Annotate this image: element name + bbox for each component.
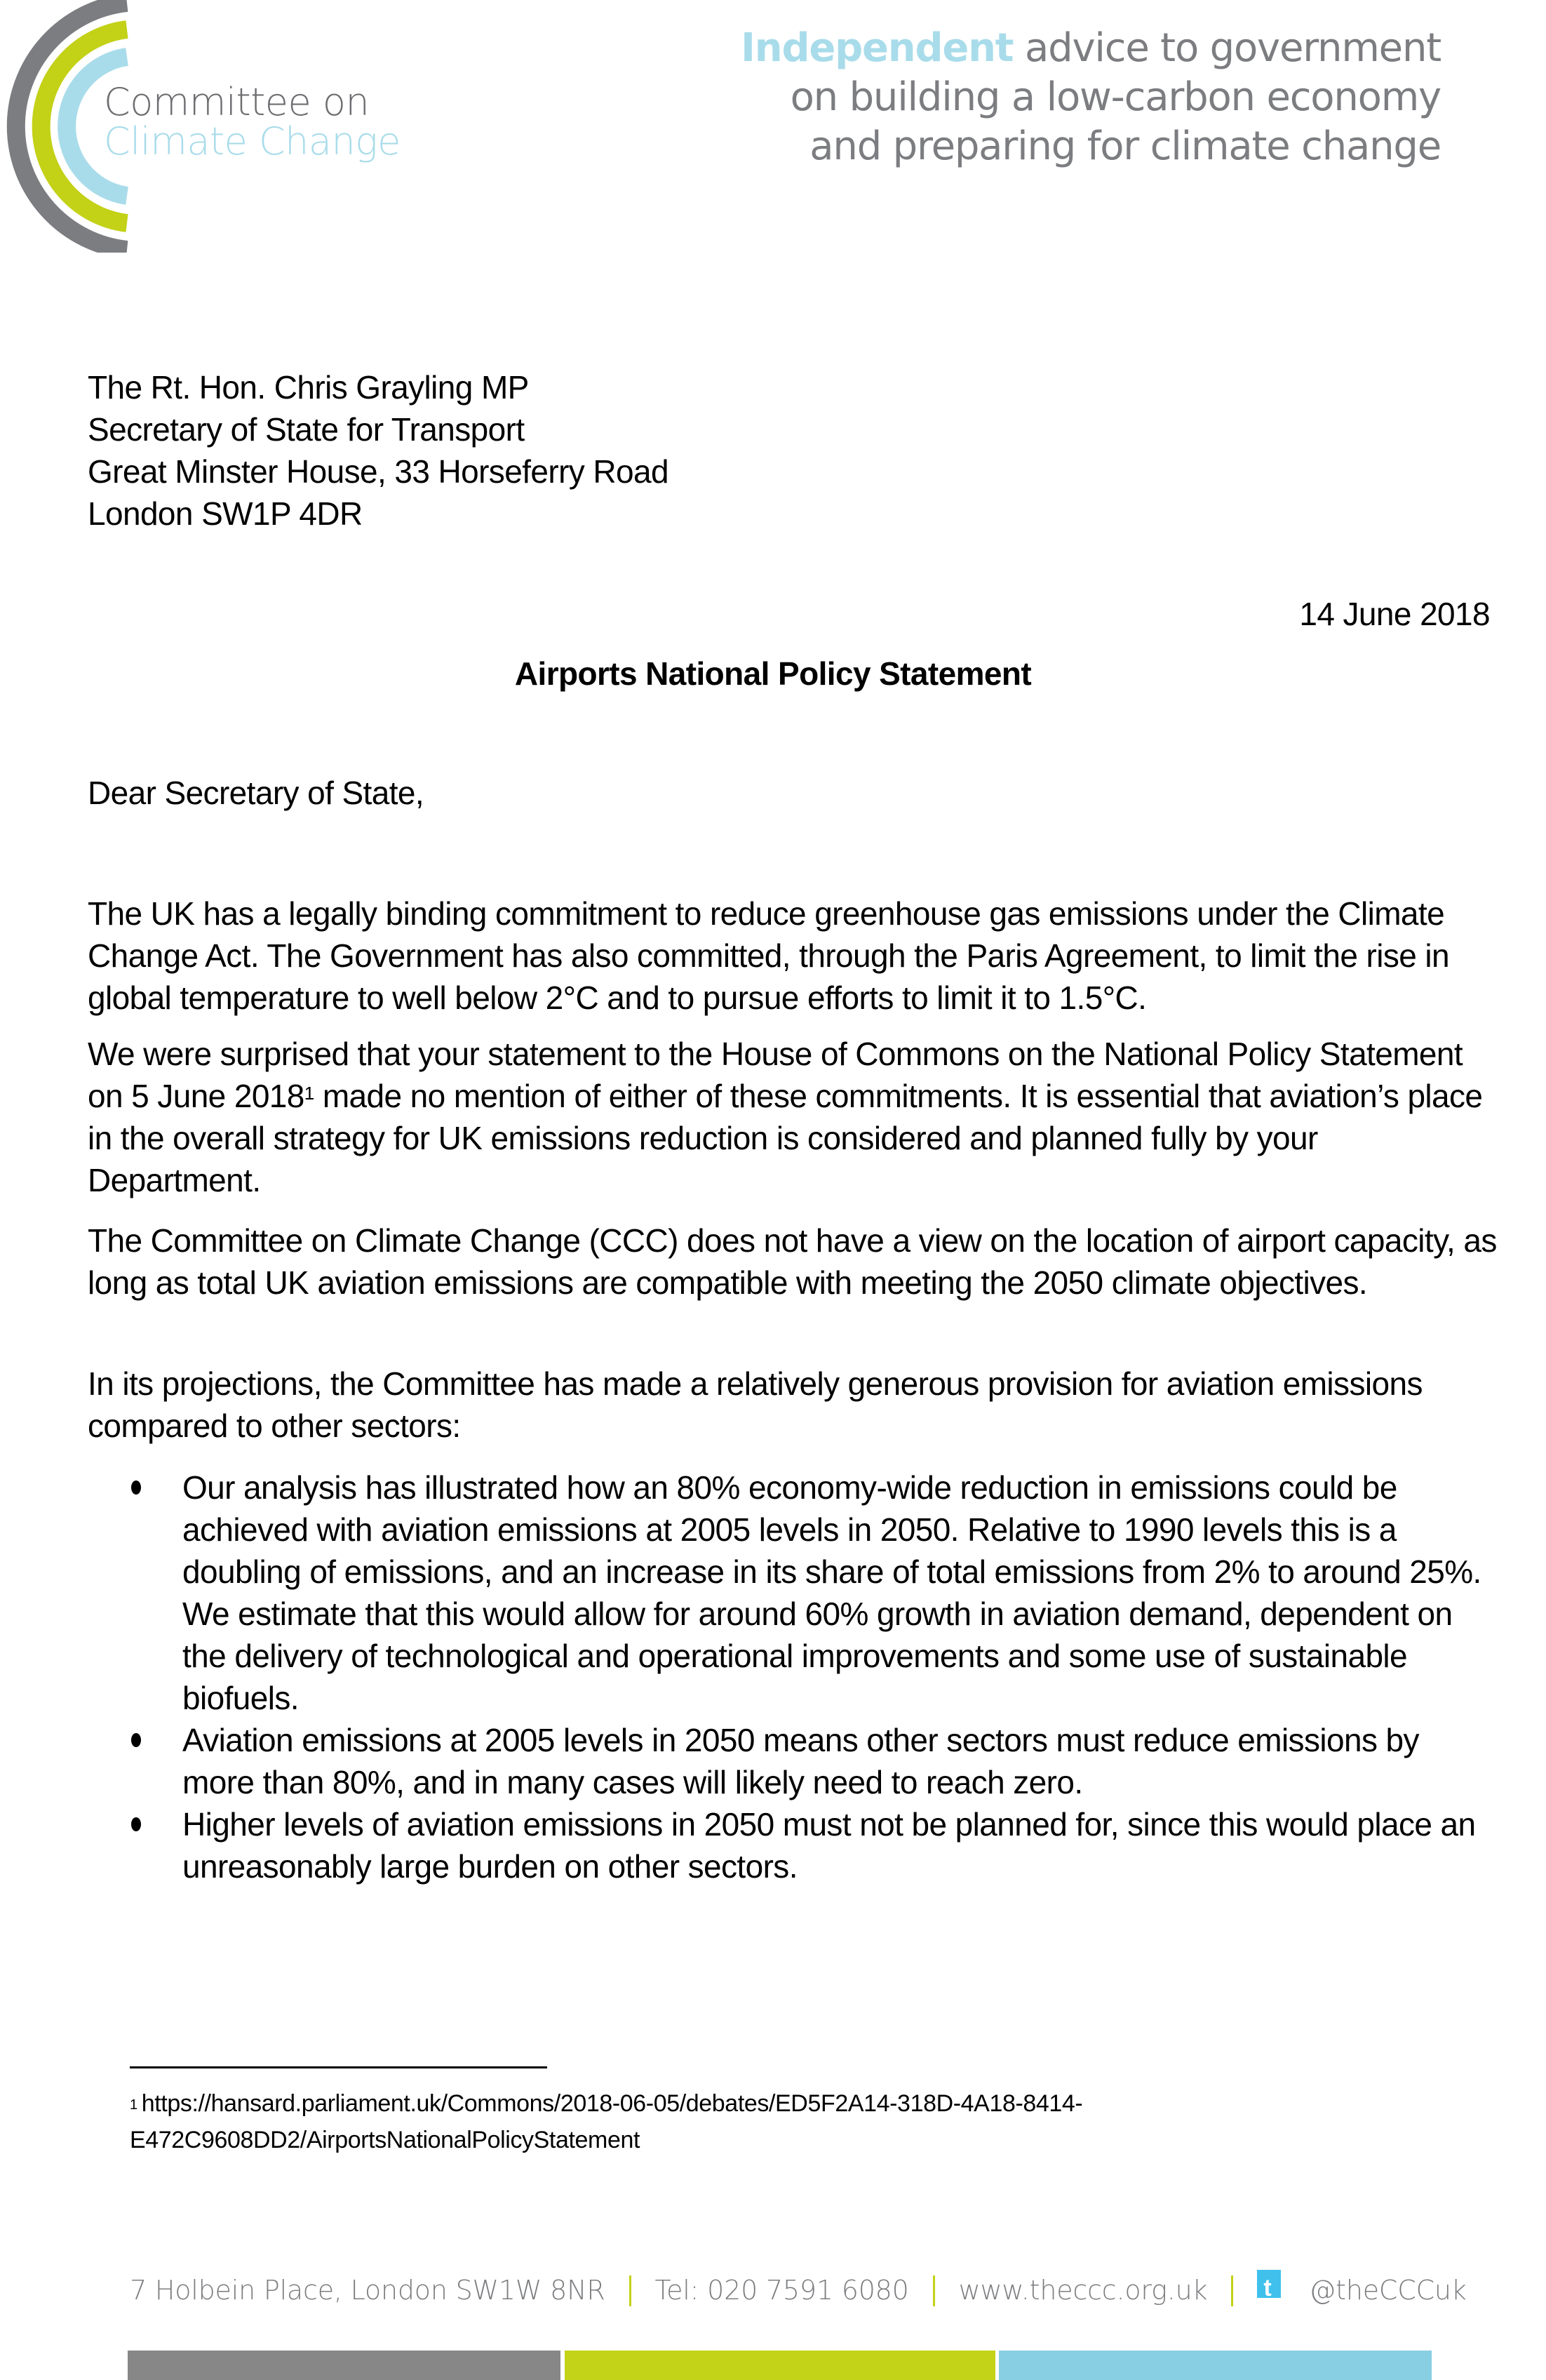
address-line: The Rt. Hon. Chris Grayling MP: [88, 369, 529, 406]
list-item-text: Our analysis has illustrated how an 80% economy-wide reduction in emissions could be achieved with aviation emissions at 2005 levels in 2050. Relative to 1990 levels this is a doubling of emissions, and an increase in its share of total emissions from 2% to around 25%. We estimate that this would allow for around 60% growth in aviation demand, dependent on the delivery of technological and operational improvements and some use of sustainable biofuels.: [182, 1469, 1481, 1716]
tagline-highlight: Independent: [741, 25, 1014, 71]
paragraph-1: The UK has a legally binding commitment to reduce greenhouse gas emissions under the Climate Change Act. The Government has also committed, through the Paris Agreement, to limit the rise in global temperature to well below 2°C and to pursue efforts to limit it to 1.5°C.: [88, 895, 1449, 1016]
footnote-link[interactable]: https://hansard.parliament.uk/Commons/2018-06-05/debates/ED5F2A14-318D-4A18-8414-: [141, 2090, 1083, 2117]
paragraph-2-text-cont: made no mention of either of these commitments. It is essential that aviation’s place in the overall strategy for UK emissions reduction is considered and planned fully by your Department.: [88, 1078, 1483, 1198]
paragraph-3: The Committee on Climate Change (CCC) does not have a view on the location of airport capacity, as long as total UK aviation emissions are compatible with meeting the 2050 climate objectives.: [88, 1222, 1497, 1301]
logo-wordmark: [104, 80, 401, 163]
list-item-text: Aviation emissions at 2005 levels in 2050 means other sectors must reduce emissions by more than 80%, and in many cases will likely need to reach zero.: [182, 1722, 1419, 1800]
footer-website-link[interactable]: www.theccc.org.uk: [958, 2275, 1208, 2306]
tagline: [741, 24, 1441, 171]
footer-twitter-handle[interactable]: @theCCCuk: [1309, 2275, 1467, 2306]
tagline-line-1-rest: advice to government: [1013, 25, 1441, 71]
tagline-line-2: on building a low-carbon economy: [790, 74, 1441, 120]
address-line: Great Minster House, 33 Horseferry Road: [88, 453, 668, 490]
footnote-number: 1: [130, 2097, 137, 2113]
footer-bar-green: [565, 2351, 995, 2380]
footer-tel: Tel: 020 7591 6080: [654, 2275, 909, 2306]
footnote-line-1: [130, 2085, 1082, 2122]
footnote-divider: [130, 2066, 547, 2068]
salutation: Dear Secretary of State,: [88, 775, 424, 811]
footer-bar-blue: [999, 2351, 1432, 2380]
bullet-list: [88, 1466, 1498, 1887]
address-line: London SW1P 4DR: [88, 495, 363, 532]
letter-title: Airports National Policy Statement: [514, 655, 1032, 692]
footnote-line-2[interactable]: E472C9608DD2/AirportsNationalPolicyStatement: [130, 2127, 640, 2153]
recipient-address: [88, 366, 668, 535]
logo-line-1: Committee on: [104, 80, 370, 124]
tagline-line-3: and preparing for climate change: [809, 123, 1441, 169]
footer-separator: [629, 2275, 631, 2306]
logo-line-2: Climate Change: [104, 119, 401, 163]
twitter-icon: [1257, 2270, 1281, 2298]
list-item: [88, 1466, 1498, 1719]
list-item: [88, 1803, 1498, 1887]
letter-date: 14 June 2018: [1299, 596, 1490, 632]
footnote: [130, 2085, 1082, 2158]
paragraph-2-text: We were surprised that your statement to the House of Commons on the National Policy Statement on 5 June 2018: [88, 1036, 1463, 1114]
footer-bar-grey: [128, 2351, 560, 2380]
footer-separator: [1231, 2275, 1233, 2306]
bullet-icon: [131, 1480, 141, 1495]
tagline-line-1: [741, 24, 1441, 73]
list-item-text: Higher levels of aviation emissions in 2050 must not be planned for, since this would place an unreasonably large burden on other sectors.: [182, 1806, 1476, 1885]
footer-contact: [130, 2271, 1467, 2310]
footer-separator: [933, 2275, 935, 2306]
address-line: Secretary of State for Transport: [88, 411, 525, 448]
list-item: [88, 1719, 1498, 1803]
bullet-icon: [131, 1817, 141, 1831]
paragraph-4: In its projections, the Committee has made a relatively generous provision for aviation emissions compared to other sectors:: [88, 1365, 1423, 1444]
bullet-icon: [131, 1733, 141, 1747]
footer-address: 7 Holbein Place, London SW1W 8NR: [130, 2275, 605, 2306]
paragraph-2: [88, 1033, 1498, 1201]
footnote-reference[interactable]: 1: [304, 1083, 314, 1104]
